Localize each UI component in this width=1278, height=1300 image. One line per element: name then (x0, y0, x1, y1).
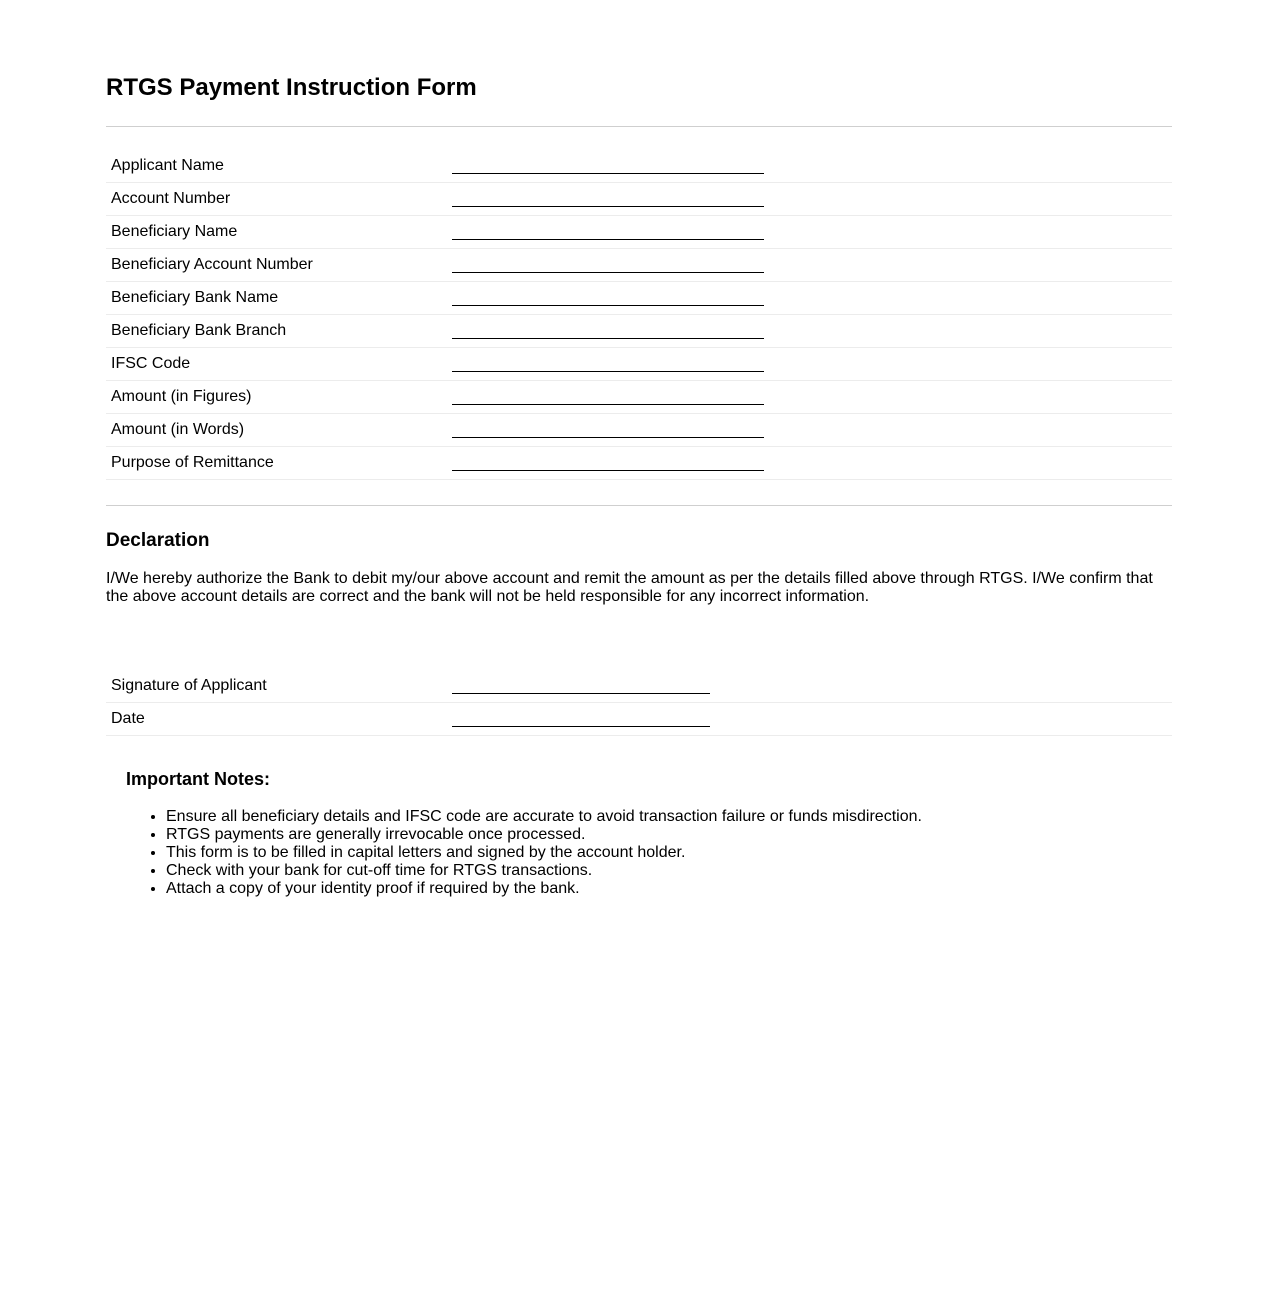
list-item: • This form is to be filled in capital letters and signed by the account holder. (166, 844, 1166, 862)
field-row-ifsc-code (106, 348, 1172, 381)
field-label: Date (111, 710, 145, 727)
list-item: • RTGS payments are generally irrevocable once processed. (166, 826, 1166, 844)
field-row-date (106, 703, 1172, 736)
field-label: Beneficiary Name (111, 223, 238, 240)
declaration-text: I/We hereby authorize the Bank to debit my/our above account and remit the amount as per the details filled above through RTGS. I/We confirm that the above account details are correct and the bank will not be held responsible for any incorrect information. (106, 570, 1153, 605)
payment-details-section (106, 150, 1172, 480)
field-label: Beneficiary Bank Branch (111, 322, 287, 339)
field-label: Applicant Name (111, 157, 224, 174)
page-title: RTGS Payment Instruction Form (106, 74, 477, 101)
list-item: • Check with your bank for cut-off time for RTGS transactions. (166, 862, 1166, 880)
notes-heading: Important Notes: (126, 769, 270, 789)
field-row-beneficiary-bank-name (106, 282, 1172, 315)
list-item: • Attach a copy of your identity proof if required by the bank. (166, 880, 1166, 898)
signature-section (106, 670, 1172, 736)
field-label: Beneficiary Account Number (111, 256, 313, 273)
date-line[interactable] (452, 726, 710, 727)
fill-in-line[interactable] (452, 173, 764, 174)
fill-in-line[interactable] (452, 470, 764, 471)
fill-in-line[interactable] (452, 206, 764, 207)
fill-in-line[interactable] (452, 272, 764, 273)
fill-in-line[interactable] (452, 239, 764, 240)
field-row-amount-figures (106, 381, 1172, 414)
field-label: Purpose of Remittance (111, 454, 274, 471)
fill-in-line[interactable] (452, 404, 764, 405)
field-row-beneficiary-name (106, 216, 1172, 249)
field-label: Account Number (111, 190, 231, 207)
fill-in-line[interactable] (452, 371, 764, 372)
field-row-account-number (106, 183, 1172, 216)
fill-in-line[interactable] (452, 437, 764, 438)
field-label: Signature of Applicant (111, 677, 267, 694)
signature-line[interactable] (452, 693, 710, 694)
section-divider (106, 505, 1172, 506)
list-item: • Ensure all beneficiary details and IFSC code are accurate to avoid transaction failure or funds misdirection. (166, 808, 1166, 826)
fill-in-line[interactable] (452, 305, 764, 306)
field-row-beneficiary-account-number (106, 249, 1172, 282)
field-row-amount-words (106, 414, 1172, 447)
field-row-purpose-of-remittance (106, 447, 1172, 480)
declaration-heading: Declaration (106, 530, 210, 551)
fill-in-line[interactable] (452, 338, 764, 339)
field-label: IFSC Code (111, 355, 191, 372)
field-row-beneficiary-bank-branch (106, 315, 1172, 348)
title-divider (106, 126, 1172, 127)
field-label: Beneficiary Bank Name (111, 289, 279, 306)
field-row-signature (106, 670, 1172, 703)
field-label: Amount (in Words) (111, 421, 245, 438)
notes-list (126, 808, 1166, 898)
field-row-applicant-name (106, 150, 1172, 183)
field-label: Amount (in Figures) (111, 388, 252, 405)
